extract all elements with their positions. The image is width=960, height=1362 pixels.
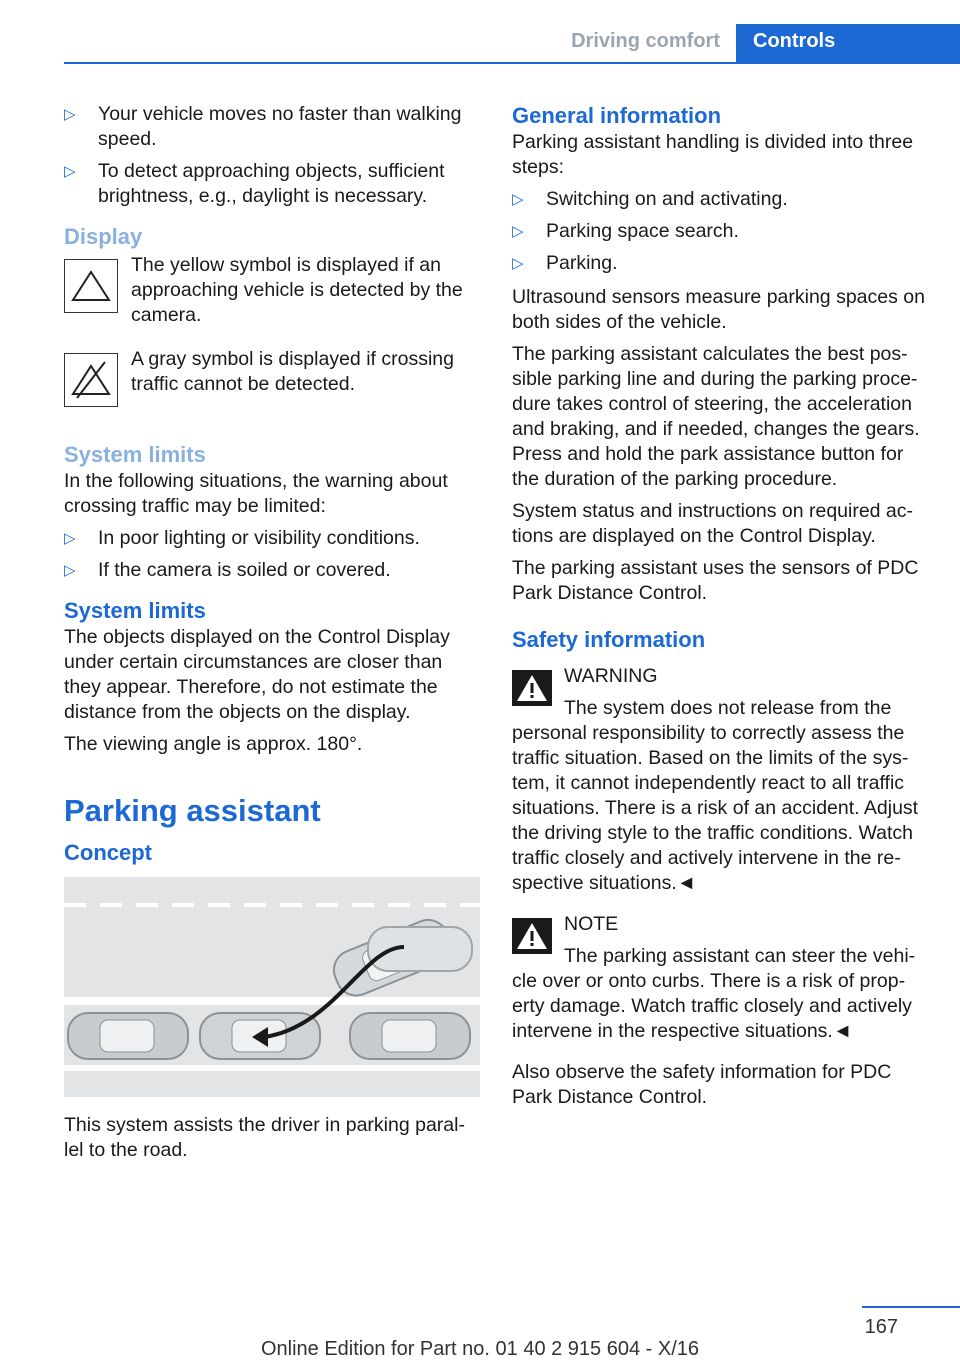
safety-information-heading: Safety information <box>512 627 706 652</box>
paragraph-status: System status and instructions on required ac‐tions are displayed on the Control Display. <box>512 500 914 547</box>
general-intro: Parking assistant handling is divided into three steps: <box>512 131 914 178</box>
note-block <box>512 912 930 1044</box>
parking-illustration <box>64 877 480 1097</box>
general-information-heading: General information <box>512 103 722 128</box>
limits-bullet-list <box>64 526 480 583</box>
paragraph-calculation: The parking assistant calculates the best pos‐sible parking line and during the parking proce‐dure takes control of steering, the acceleration and braking, and if needed, changes the gears. Press and hold the park assistance button for the duration of the parking procedure. <box>512 343 920 490</box>
curb-line-bottom <box>64 1065 480 1071</box>
paragraph-pdc-safety: Also observe the safety information for PDC Park Distance Control. <box>512 1061 892 1108</box>
concept-text: This system assists the driver in parking paral‐lel to the road. <box>64 1114 465 1161</box>
display-heading: Display <box>64 224 143 249</box>
list-item: ▷ In poor lighting or visibility conditions. <box>64 526 480 551</box>
system-limits-heading-2: System limits <box>64 598 206 623</box>
list-item: ▷ If the camera is soiled or covered. <box>64 558 480 583</box>
left-column <box>64 102 480 1170</box>
system-limits-text: The objects displayed on the Control Display under certain circumstances are closer than they appear. Therefore, do not estimate the distance from the objects on the display. <box>64 626 450 723</box>
moving-car-start <box>368 927 472 971</box>
warning-triangle-icon <box>64 259 118 313</box>
page-header <box>64 24 960 64</box>
parked-car-right <box>350 1013 470 1059</box>
symbol-yellow-text: The yellow symbol is displayed if an approaching vehicle is detected by the camera. <box>131 254 463 326</box>
list-item: ▷ Switching on and activating. <box>512 187 930 212</box>
concept-heading: Concept <box>64 840 152 865</box>
warning-text: The system does not release from the personal responsibility to correctly assess the traffic situation. Based on the limits of the sys‐tem, it cannot independently react to all traffic situations. There is a risk of an accident. Adjust the driving style to the traffic conditions. Watch traffic closely and actively intervene in the re‐spective situations.◄ <box>512 697 919 894</box>
intro-bullet-list <box>64 102 480 209</box>
warning-title: WARNING <box>564 665 658 687</box>
warning-block <box>512 664 930 896</box>
steps-list <box>512 187 930 276</box>
footer-rule <box>862 1306 960 1308</box>
crossed-triangle-icon <box>64 353 118 407</box>
list-item: ▷ Parking. <box>512 251 930 276</box>
viewing-angle-text: The viewing angle is approx. 180°. <box>64 733 363 755</box>
edition-footer: Online Edition for Part no. 01 40 2 915 604 - X/16 <box>260 1338 700 1360</box>
system-limits-intro: In the following situations, the warning about crossing traffic may be limited: <box>64 470 448 517</box>
list-item: ▷ Your vehicle moves no faster than walking speed. <box>64 102 480 152</box>
right-column <box>512 102 930 1117</box>
parked-car-left <box>68 1013 188 1059</box>
header-chapter-tab <box>736 24 960 62</box>
figure-background <box>64 877 480 1097</box>
list-item: ▷ To detect approaching objects, sufficient brightness, e.g., daylight is necessary. <box>64 159 480 209</box>
warning-icon <box>512 670 552 706</box>
list-item: ▷ Parking space search. <box>512 219 930 244</box>
curb-line-top <box>64 997 480 1005</box>
symbol-row-yellow <box>64 253 480 331</box>
header-chapter-label: Controls <box>753 30 836 52</box>
parking-assistant-heading: Parking assistant <box>64 793 321 828</box>
note-warning-icon <box>512 918 552 954</box>
note-text: The parking assistant can steer the vehi‐cle over or onto curbs. There is a risk of prop‐erty damage. Watch traffic closely and actively intervene in the respective situations.◄ <box>512 945 916 1042</box>
symbol-row-gray <box>64 347 480 425</box>
paragraph-sensors: Ultrasound sensors measure parking spaces on both sides of the vehicle. <box>512 286 925 333</box>
note-title: NOTE <box>564 913 619 935</box>
symbol-gray-text: A gray symbol is displayed if crossing traffic cannot be detected. <box>131 348 454 395</box>
system-limits-heading: System limits <box>64 442 206 467</box>
page-number: 167 <box>864 1316 898 1338</box>
paragraph-pdc: The parking assistant uses the sensors of PDC Park Distance Control. <box>512 557 919 604</box>
header-section-title: Driving comfort <box>571 30 720 52</box>
